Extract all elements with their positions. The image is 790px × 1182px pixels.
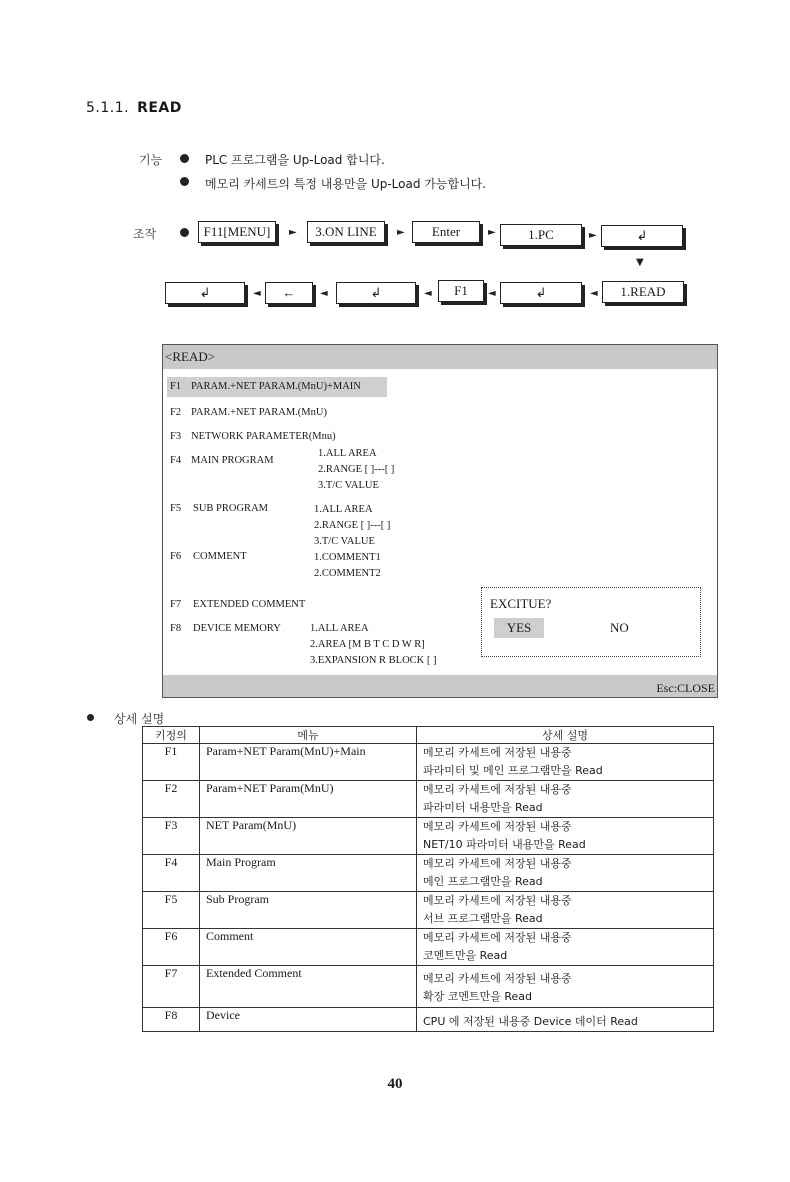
table-row [143, 929, 714, 966]
f8-option-1[interactable]: 1.ALL AREA [310, 623, 369, 634]
desc-line: 파라미터 및 메인 프로그램만을 Read [423, 764, 603, 777]
row-desc [417, 892, 714, 929]
menu-item-f1[interactable]: PARAM.+NET PARAM.(MnU)+MAIN [191, 381, 361, 392]
section-title: READ [137, 100, 182, 116]
f8-option-3[interactable]: 3.EXPANSION R BLOCK [ ] [310, 655, 437, 666]
key-pc: 1.PC [500, 224, 582, 246]
row-menu: Main Program [200, 855, 417, 892]
table-row [143, 744, 714, 781]
f8-option-2[interactable]: 2.AREA [M B T C D W R] [310, 639, 425, 650]
operation-label: 조작 [133, 227, 157, 241]
key-enter-symbol: ↲ [336, 282, 416, 304]
row-desc [417, 966, 714, 1008]
desc-line: 메인 프로그램만을 Read [423, 875, 543, 888]
table-row [143, 818, 714, 855]
row-desc [417, 1008, 714, 1032]
row-desc [417, 929, 714, 966]
f6-option-1[interactable]: 1.COMMENT1 [314, 552, 381, 563]
row-key: F8 [143, 1008, 200, 1032]
header-key: 키정의 [143, 727, 200, 744]
menu-item-f2[interactable]: PARAM.+NET PARAM.(MnU) [191, 407, 327, 418]
key-enter-symbol: ↲ [500, 282, 582, 304]
yes-button[interactable]: YES [494, 618, 544, 638]
key-enter-symbol: ↲ [601, 225, 683, 247]
desc-line: 코멘트만을 Read [423, 949, 508, 962]
row-key: F7 [143, 966, 200, 1008]
menu-key-f4[interactable]: F4 [170, 455, 182, 466]
details-table [142, 726, 714, 1032]
row-menu: Sub Program [200, 892, 417, 929]
desc-line: 확장 코멘트만을 Read [423, 990, 533, 1003]
menu-item-f3[interactable]: NETWORK PARAMETER(Mnu) [191, 431, 336, 442]
row-desc [417, 781, 714, 818]
row-desc [417, 818, 714, 855]
menu-item-f8[interactable]: DEVICE MEMORY [193, 623, 281, 634]
desc-line: 메모리 카세트에 저장된 내용중 [423, 931, 572, 944]
header-menu: 메뉴 [200, 727, 417, 744]
desc-line: 메모리 카세트에 저장된 내용중 [423, 820, 572, 833]
function-line-2: 메모리 카세트의 특정 내용만을 Up-Load 가능합니다. [205, 177, 487, 191]
desc-line: CPU 에 저장된 내용중 Device 데이터 Read [423, 1015, 638, 1028]
f5-option-3[interactable]: 3.T/C VALUE [314, 536, 375, 547]
key-on-line: 3.ON LINE [307, 221, 385, 243]
row-menu: Comment [200, 929, 417, 966]
page-number: 40 [387, 1076, 403, 1092]
menu-item-f7[interactable]: EXTENDED COMMENT [193, 599, 306, 610]
menu-item-f6[interactable]: COMMENT [193, 551, 247, 562]
table-row [143, 1008, 714, 1032]
arrow-left-icon: ◄ [320, 288, 328, 299]
function-line-1: PLC 프로그램을 Up-Load 합니다. [205, 153, 385, 167]
arrow-left-icon: ◄ [424, 288, 432, 299]
menu-key-f6[interactable]: F6 [170, 551, 182, 562]
desc-line: 서브 프로그램만을 Read [423, 912, 543, 925]
table-row [143, 855, 714, 892]
row-key: F6 [143, 929, 200, 966]
bullet-icon [180, 228, 189, 237]
row-key: F5 [143, 892, 200, 929]
f4-option-2[interactable]: 2.RANGE [ ]---[ ] [318, 464, 395, 475]
menu-key-f2[interactable]: F2 [170, 407, 182, 418]
f6-option-2[interactable]: 2.COMMENT2 [314, 568, 381, 579]
f4-option-1[interactable]: 1.ALL AREA [318, 448, 377, 459]
confirm-dialog [481, 587, 701, 657]
row-key: F4 [143, 855, 200, 892]
row-menu: Device [200, 1008, 417, 1032]
row-menu: Extended Comment [200, 966, 417, 1008]
row-key: F2 [143, 781, 200, 818]
arrow-left-icon: ◄ [253, 288, 261, 299]
key-backspace: ← [265, 282, 313, 304]
arrow-right-icon: ► [589, 230, 597, 241]
section-heading [86, 100, 182, 116]
f5-option-1[interactable]: 1.ALL AREA [314, 504, 373, 515]
row-key: F1 [143, 744, 200, 781]
function-label: 기능 [139, 153, 163, 167]
f4-option-3[interactable]: 3.T/C VALUE [318, 480, 379, 491]
dialog-question: EXCITUE? [490, 596, 552, 611]
desc-line: 메모리 카세트에 저장된 내용중 [423, 857, 572, 870]
close-hint[interactable]: Esc:CLOSE [163, 675, 717, 697]
header-desc: 상세 설명 [417, 727, 714, 744]
arrow-down-icon: ▼ [636, 257, 644, 268]
bullet-icon [87, 714, 94, 721]
menu-item-f4[interactable]: MAIN PROGRAM [191, 455, 274, 466]
arrow-right-icon: ► [397, 227, 405, 238]
row-key: F3 [143, 818, 200, 855]
key-enter: Enter [412, 221, 480, 243]
desc-line: NET/10 파라미터 내용만을 Read [423, 838, 586, 851]
key-f1: F1 [438, 280, 484, 302]
desc-line: 메모리 카세트에 저장된 내용중 [423, 783, 572, 796]
arrow-left-icon: ◄ [590, 288, 598, 299]
f5-option-2[interactable]: 2.RANGE [ ]---[ ] [314, 520, 391, 531]
key-read: 1.READ [602, 281, 684, 303]
desc-line: 메모리 카세트에 저장된 내용중 [423, 972, 572, 985]
desc-line: 파라미터 내용만을 Read [423, 801, 543, 814]
menu-key-f8[interactable]: F8 [170, 623, 182, 634]
row-menu: NET Param(MnU) [200, 818, 417, 855]
bullet-icon [180, 177, 189, 186]
details-label: 상세 설명 [114, 712, 165, 726]
key-f11-menu: F11[MENU] [198, 221, 276, 243]
row-menu: Param+NET Param(MnU)+Main [200, 744, 417, 781]
menu-key-f1[interactable]: F1 [170, 381, 182, 392]
table-row [143, 781, 714, 818]
menu-item-f5[interactable]: SUB PROGRAM [193, 503, 268, 514]
menu-key-f7[interactable]: F7 [170, 599, 182, 610]
row-desc [417, 744, 714, 781]
row-menu: Param+NET Param(MnU) [200, 781, 417, 818]
desc-line: 메모리 카세트에 저장된 내용중 [423, 894, 572, 907]
key-enter-symbol: ↲ [165, 282, 245, 304]
no-button[interactable]: NO [610, 620, 629, 635]
table-row [143, 966, 714, 1008]
menu-key-f3[interactable]: F3 [170, 431, 182, 442]
row-desc [417, 855, 714, 892]
menu-key-f5[interactable]: F5 [170, 503, 182, 514]
arrow-right-icon: ► [289, 227, 297, 238]
arrow-left-icon: ◄ [488, 288, 496, 299]
bullet-icon [180, 154, 189, 163]
table-row [143, 892, 714, 929]
read-screen [162, 344, 718, 698]
screen-title: <READ> [163, 345, 717, 369]
section-number: 5.1.1. [86, 100, 130, 116]
arrow-right-icon: ► [488, 227, 496, 238]
desc-line: 메모리 카세트에 저장된 내용중 [423, 746, 572, 759]
table-header-row [143, 727, 714, 744]
